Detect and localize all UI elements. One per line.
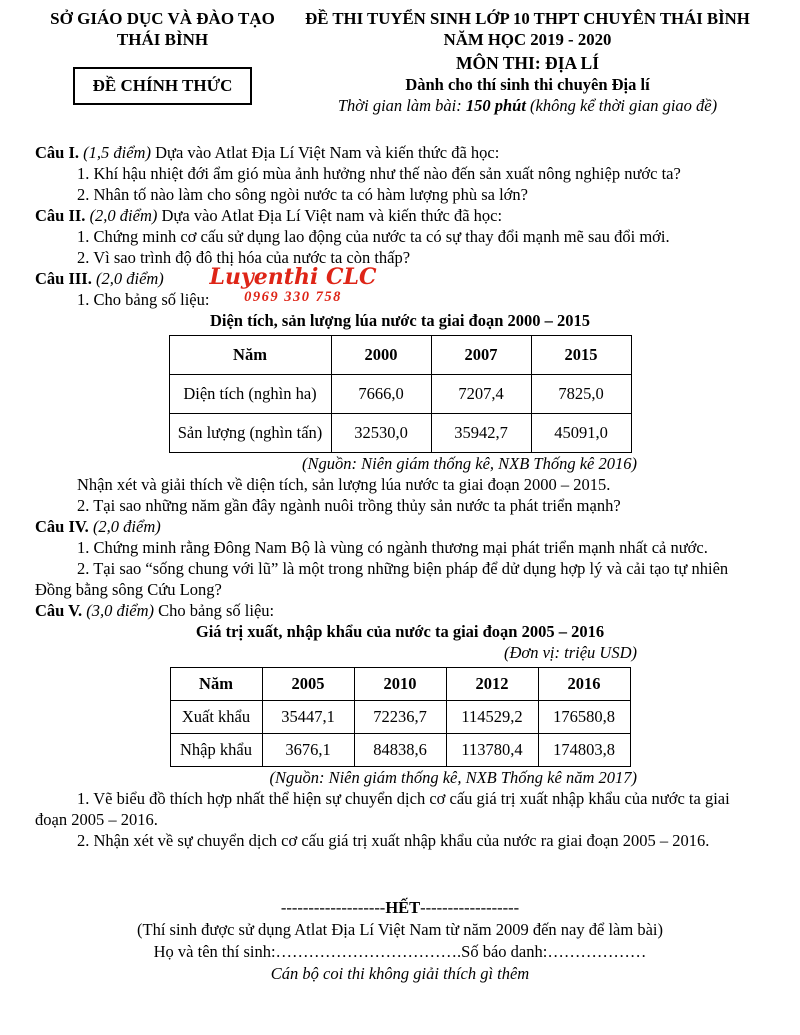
table-2-row-label: Xuất khẩu [170, 701, 262, 734]
table-1-row-label: Diện tích (nghìn ha) [169, 375, 331, 414]
table-1-cell: 7666,0 [331, 375, 431, 414]
question-4-points: (2,0 điểm) [92, 517, 161, 536]
end-of-exam-line [35, 897, 765, 919]
table-1-cell: 45091,0 [531, 414, 631, 453]
table-row [170, 734, 630, 767]
table-2-cell: 113780,4 [446, 734, 538, 767]
question-5-item-1: 1. Vẽ biểu đồ thích hợp nhất thể hiện sự chuyển dịch cơ cấu giá trị xuất nhập khẩu của nước ta giai đoạn 2005 – 2016. [35, 789, 730, 829]
question-5-intro: Cho bảng số liệu: [158, 601, 275, 620]
table-row [169, 336, 631, 375]
question-2-intro: Dựa vào Atlat Địa Lí Việt nam và kiến thức đã học: [161, 206, 503, 225]
exam-audience: Dành cho thí sinh thi chuyên Địa lí [405, 75, 650, 94]
exam-body [35, 142, 765, 851]
duration-value: 150 phút [465, 96, 526, 115]
table-2-header-year: Năm [170, 668, 262, 701]
table-1-header-2015: 2015 [531, 336, 631, 375]
question-1-item-1: 1. Khí hậu nhiệt đới ẩm gió mùa ảnh hưởng như thế nào đến sản xuất nông nghiệp nước ta? [77, 164, 681, 183]
question-2-item-1: 1. Chứng minh cơ cấu sử dụng lao động của nước ta có sự thay đổi mạnh mẽ sau đổi mới. [77, 227, 670, 246]
table-row [169, 414, 631, 453]
end-label: HẾT [385, 898, 421, 917]
question-2-item-2: 2. Vì sao trình độ đô thị hóa của nước ta còn thấp? [77, 248, 411, 267]
question-3-item-2: 2. Tại sao những năm gần đây ngành nuôi trồng thủy sản nước ta phát triển mạnh? [77, 496, 621, 515]
table-2-header-2016: 2016 [538, 668, 630, 701]
end-dashes-left: ------------------- [280, 898, 386, 917]
question-3-label: Câu III. [35, 269, 92, 288]
atlas-permission-note: (Thí sinh được sử dụng Atlat Địa Lí Việt Nam từ năm 2009 đến nay để làm bài) [137, 920, 663, 939]
question-1-item-2: 2. Nhân tố nào làm cho sông ngòi nước ta có hàm lượng phù sa lớn? [77, 185, 528, 204]
table-2-title: Giá trị xuất, nhập khẩu của nước ta giai đoạn 2005 – 2016 [195, 622, 605, 641]
question-3-heading [35, 264, 765, 290]
watermark-phone: 0969 330 758 [244, 289, 342, 305]
question-3-item-1: 1. Cho bảng số liệu: [77, 290, 210, 309]
end-dashes-right: ------------------ [420, 898, 520, 917]
candidate-name-line: Họ và tên thí sinh:…………………………….Số báo danh:……………… [153, 942, 647, 961]
table-1-header-year: Năm [169, 336, 331, 375]
question-4-label: Câu IV. [35, 517, 89, 536]
exam-duration-line [290, 95, 765, 116]
table-1-cell: 7207,4 [431, 375, 531, 414]
table-row [169, 375, 631, 414]
table-1-cell: 35942,7 [431, 414, 531, 453]
table-1-header-2000: 2000 [331, 336, 431, 375]
question-4-item-1: 1. Chứng minh rằng Đông Nam Bộ là vùng có ngành thương mại phát triển mạnh nhất cả nước. [77, 538, 708, 557]
question-2-heading [35, 205, 765, 226]
exam-title-line2: NĂM HỌC 2019 - 2020 [443, 30, 612, 49]
authority-name-line2: THÁI BÌNH [116, 30, 209, 49]
table-1-title: Diện tích, sản lượng lúa nước ta giai đoạn 2000 – 2015 [209, 311, 591, 330]
question-4-item-2: 2. Tại sao “sống chung với lũ” là một trong những biện pháp để dử dụng hợp lý và cải tạo tự nhiên Đồng bằng sông Cứu Long? [35, 559, 729, 599]
document-header [35, 8, 765, 116]
export-import-value-table [170, 667, 631, 767]
duration-suffix: (không kể thời gian giao đề) [530, 96, 718, 115]
question-5-points: (3,0 điểm) [86, 601, 155, 620]
table-2-header-2005: 2005 [262, 668, 354, 701]
official-exam-badge: ĐỀ CHÍNH THỨC [73, 67, 253, 105]
question-1-intro: Dựa vào Atlat Địa Lí Việt Nam và kiến thức đã học: [155, 143, 500, 162]
question-5-heading [35, 600, 765, 621]
issuing-authority-block [35, 8, 290, 116]
watermark-brand: Luyenthi CLC [209, 264, 377, 290]
table-1-cell: 7825,0 [531, 375, 631, 414]
question-5-label: Câu V. [35, 601, 83, 620]
table-2-cell: 72236,7 [354, 701, 446, 734]
table-2-cell: 176580,8 [538, 701, 630, 734]
table-2-row-label: Nhập khẩu [170, 734, 262, 767]
table-2-source: (Nguồn: Niên giám thống kê, NXB Thống kê năm 2017) [269, 768, 637, 787]
exam-title-block [290, 8, 765, 116]
proctor-note: Cán bộ coi thi không giải thích gì thêm [270, 964, 530, 983]
table-2-cell: 3676,1 [262, 734, 354, 767]
table-row [170, 668, 630, 701]
table-2-cell: 114529,2 [446, 701, 538, 734]
question-5-item-2: 2. Nhận xét về sự chuyển dịch cơ cấu giá trị xuất nhập khẩu của nước ra giai đoạn 2005 – 2016. [77, 831, 710, 850]
rice-area-production-table [169, 335, 632, 453]
question-1-points: (1,5 điểm) [83, 143, 151, 162]
table-2-header-2010: 2010 [354, 668, 446, 701]
question-4-heading [35, 516, 765, 537]
table-1-row-label: Sản lượng (nghìn tấn) [169, 414, 331, 453]
table-1-cell: 32530,0 [331, 414, 431, 453]
question-3-points: (2,0 điểm) [95, 269, 164, 288]
question-1-label: Câu I. [35, 143, 80, 162]
table-1-header-2007: 2007 [431, 336, 531, 375]
table-2-cell: 84838,6 [354, 734, 446, 767]
duration-prefix: Thời gian làm bài: [337, 96, 462, 115]
exam-title-line1: ĐỀ THI TUYỂN SINH LỚP 10 THPT CHUYÊN THÁI BÌNH [305, 9, 750, 28]
question-2-label: Câu II. [35, 206, 86, 225]
document-footer [35, 897, 765, 985]
exam-subject: MÔN THI: ĐỊA LÍ [455, 53, 600, 73]
authority-name-line1: SỞ GIÁO DỤC VÀ ĐÀO TẠO [50, 9, 275, 28]
table-row [170, 701, 630, 734]
question-3-note: Nhận xét và giải thích về diện tích, sản lượng lúa nước ta giai đoạn 2000 – 2015. [77, 475, 611, 494]
table-2-cell: 174803,8 [538, 734, 630, 767]
table-1-source: (Nguồn: Niên giám thống kê, NXB Thống kê 2016) [302, 454, 637, 473]
table-2-unit: (Đơn vị: triệu USD) [504, 643, 637, 662]
question-1-heading [35, 142, 765, 163]
question-2-points: (2,0 điểm) [89, 206, 158, 225]
table-2-cell: 35447,1 [262, 701, 354, 734]
table-2-header-2012: 2012 [446, 668, 538, 701]
